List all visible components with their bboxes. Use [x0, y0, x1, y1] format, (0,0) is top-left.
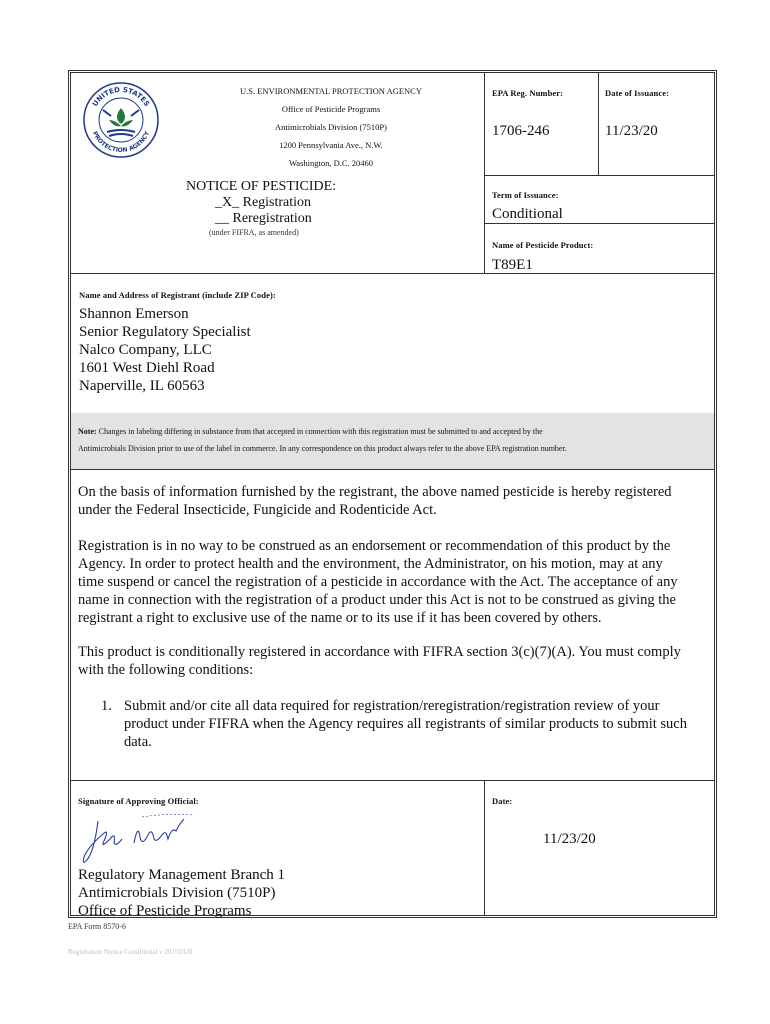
- agency-name: U.S. ENVIRONMENTAL PROTECTION AGENCY: [240, 86, 422, 96]
- under-fifra-note: (under FIFRA, as amended): [209, 228, 299, 237]
- branch-line-2: Antimicrobials Division (7510P): [78, 885, 276, 901]
- note-text-1: Changes in labeling differing in substance from that accepted in connection with this registration must be submitted to and accepted by the: [98, 427, 543, 436]
- registrant-company: Nalco Company, LLC: [79, 342, 212, 358]
- term-bottom-line: [484, 223, 714, 224]
- signature-divider: [484, 780, 485, 916]
- para2-line-4: name in connection with the registration of a product under this Act is not to be construed as giving the: [78, 592, 676, 608]
- agency-city: Washington, D.C. 20460: [288, 158, 374, 168]
- notice-title: NOTICE OF PESTICIDE:: [186, 179, 337, 194]
- issuance-date-label: Date of Issuance:: [605, 88, 670, 98]
- registrant-label: Name and Address of Registrant (include ZIP Code):: [79, 290, 276, 300]
- agency-division: Antimicrobials Division (7510P): [275, 122, 387, 132]
- agency-office: Office of Pesticide Programs: [281, 104, 381, 114]
- para2-line-3: time suspend or cancel the registration of a pesticide in accordance with the Act. The acceptance of any: [78, 574, 678, 590]
- issuance-date-value: 11/23/20: [605, 123, 658, 139]
- item1-line-3: data.: [124, 734, 152, 750]
- registrant-street: 1601 West Diehl Road: [79, 360, 215, 376]
- registration-option: _X_ Registration: [215, 195, 312, 210]
- template-version-note: Registration Notice Conditional v 20150320: [68, 948, 193, 956]
- registrant-city: Naperville, IL 60563: [79, 378, 205, 394]
- registration-notice-form: [68, 70, 717, 918]
- registrant-title: Senior Regulatory Specialist: [79, 324, 251, 340]
- basis-paragraph: [78, 483, 672, 519]
- handwritten-signature: [76, 813, 196, 868]
- condition-1-text: [124, 697, 687, 751]
- disclaimer-paragraph: [78, 537, 678, 627]
- header-divider: [484, 73, 485, 273]
- para3-line-2: with the following conditions:: [78, 662, 254, 678]
- note-line-1: [78, 423, 543, 441]
- para3-line-1: This product is conditionally registered in accordance with FIFRA section 3(c)(7)(A). You must comply: [78, 644, 681, 660]
- body-bottom-line: [71, 780, 714, 781]
- branch-line-1: Regulatory Management Branch 1: [78, 867, 286, 883]
- note-text-2: Antimicrobials Division prior to use of the label in commerce. In any correspondence on this product always refer to the above EPA registration number.: [78, 444, 567, 453]
- item1-line-1: Submit and/or cite all data required for registration/reregistration/registration review of your: [124, 698, 660, 714]
- product-name-label: Name of Pesticide Product:: [492, 240, 594, 250]
- note-bottom-line: [71, 469, 714, 470]
- note-label: Note:: [78, 427, 97, 436]
- epa-seal-logo: [81, 80, 161, 160]
- para1-line-1: On the basis of information furnished by the registrant, the above named pesticide is hereby registered: [78, 484, 672, 500]
- registrant-name: Shannon Emerson: [79, 306, 189, 322]
- agency-street: 1200 Pennsylvania Ave., N.W.: [279, 140, 383, 150]
- reg-number-value: 1706-246: [492, 123, 550, 139]
- reregistration-option: __ Reregistration: [215, 211, 312, 226]
- branch-line-3: Office of Pesticide Programs: [78, 903, 252, 919]
- para2-line-2: Agency. In order to protect health and the environment, the Administrator, on his motion, may at any: [78, 556, 663, 572]
- term-value: Conditional: [492, 206, 563, 222]
- item1-line-2: product under FIFRA when the Agency requires all registrants of similar products to submit such: [124, 716, 687, 732]
- para2-line-5: registrant a right to exclusive use of the name or to its use if it has been covered by others.: [78, 610, 602, 626]
- svg-text:PROTECTION AGENCY: PROTECTION AGENCY: [90, 130, 152, 155]
- form-number: EPA Form 8570-6: [68, 922, 126, 931]
- signature-date-label: Date:: [492, 796, 513, 806]
- conditions-paragraph: [78, 643, 681, 679]
- para2-line-1: Registration is in no way to be construed as an endorsement or recommendation of this product by the: [78, 538, 671, 554]
- para1-line-2: under the Federal Insecticide, Fungicide and Rodenticide Act.: [78, 502, 437, 518]
- signature-date-value: 11/23/20: [543, 831, 596, 847]
- header-bottom-line: [71, 273, 714, 274]
- reg-date-divider: [598, 73, 599, 175]
- product-name-value: T89E1: [492, 257, 533, 273]
- signature-label: Signature of Approving Official:: [78, 796, 199, 806]
- condition-1-number: 1.: [101, 698, 112, 714]
- term-label: Term of Issuance:: [492, 190, 559, 200]
- reg-number-bottom-line: [484, 175, 714, 176]
- reg-number-label: EPA Reg. Number:: [492, 88, 564, 98]
- svg-text:UNITED STATES: UNITED STATES: [91, 85, 151, 108]
